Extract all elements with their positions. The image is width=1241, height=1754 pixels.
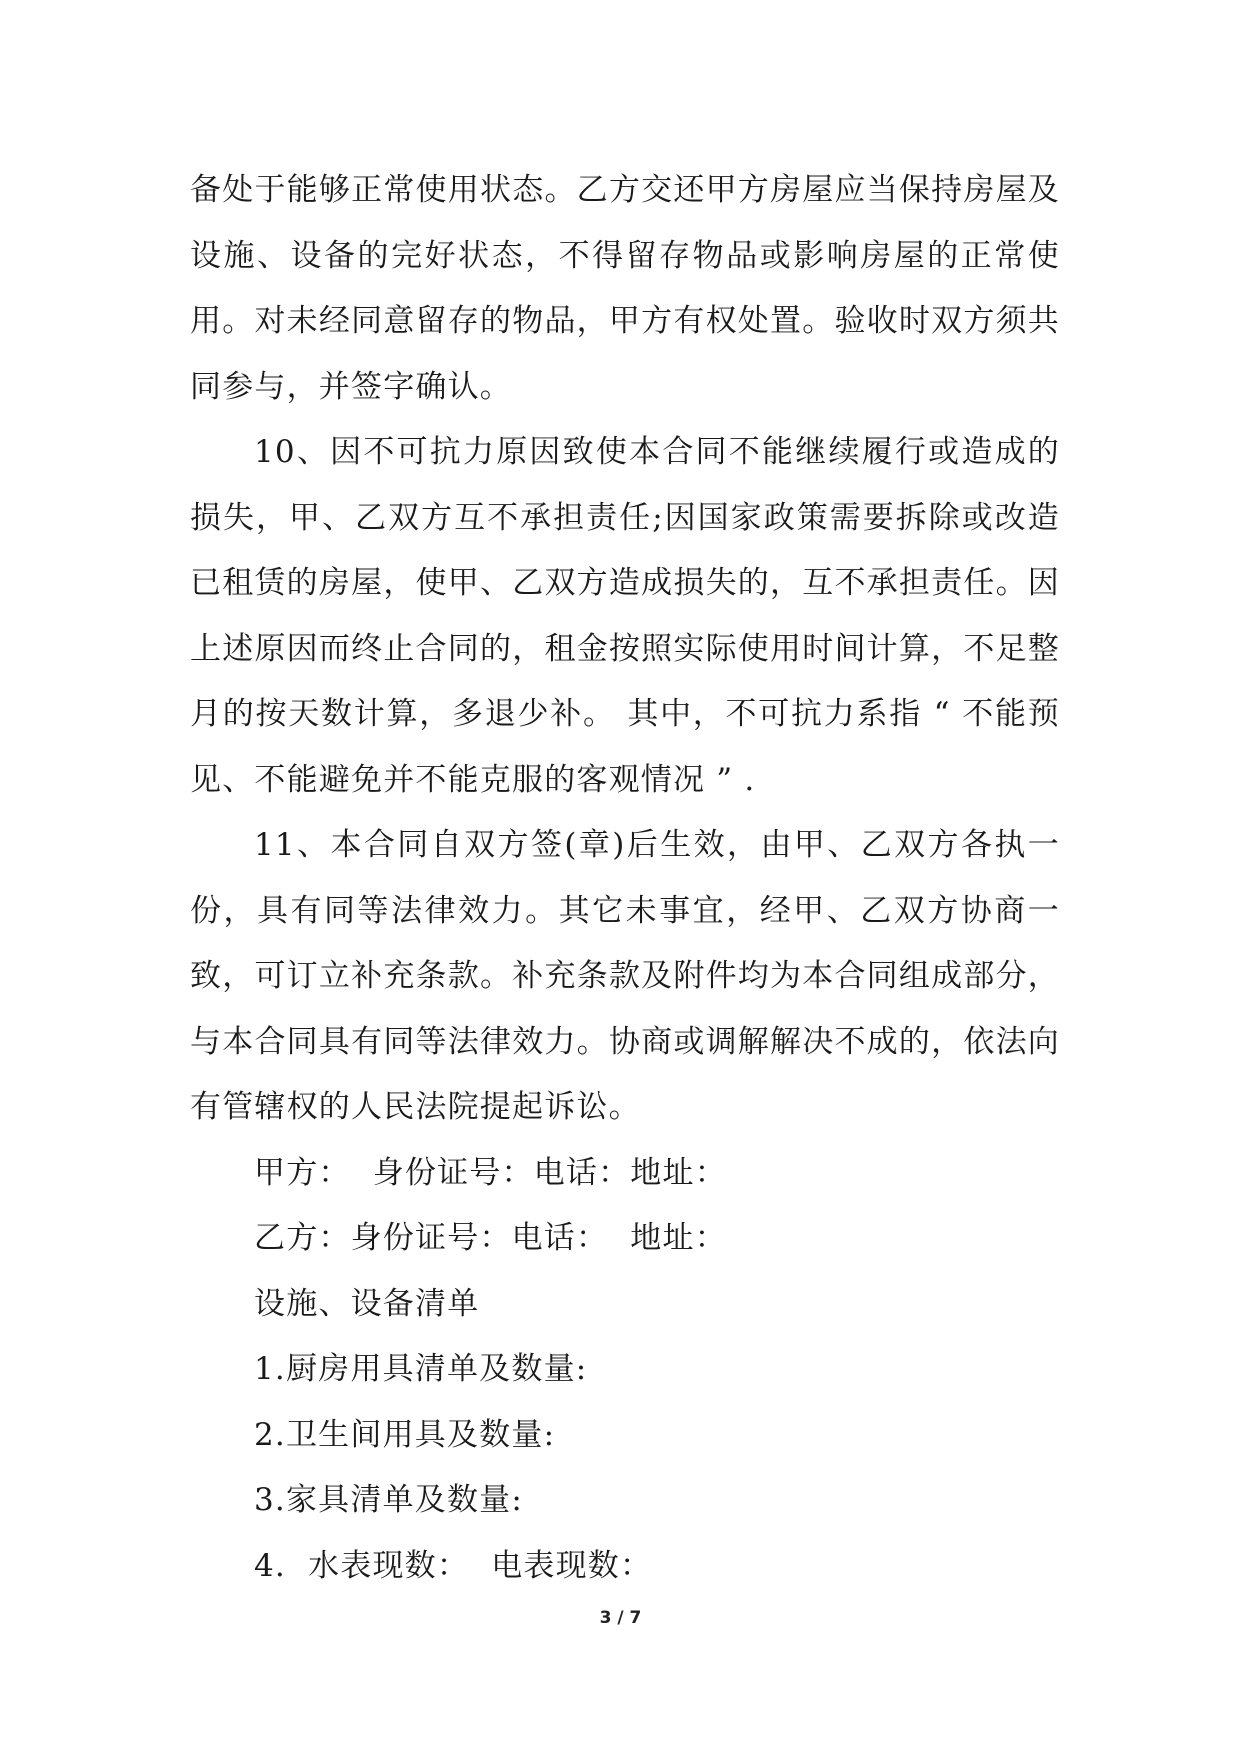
equipment-item-meters: 4. 水表现数： 电表现数： [254,1547,653,1584]
paragraph-continued: 备处于能够正常使用状态。乙方交还甲方房屋应当保持房屋及设施、设备的完好状态，不得留存物品或影响房屋的正常使用。对未经同意留存的物品，甲方有权处置。验收时双方须共同参与，并签字确认。 [190,172,1060,405]
equipment-item-kitchen: 1.厨房用具清单及数量: [254,1351,588,1387]
equipment-item-bathroom: 2.卫生间用具及数量: [254,1416,556,1453]
party-a-signature-line: 甲方： 身份证号：电话：地址： [254,1154,727,1191]
page-number: 3 / 7 [599,1608,642,1628]
party-b-signature-line: 乙方：身份证号：电话： 地址： [254,1220,727,1256]
equipment-list-title: 设施、设备清单 [254,1285,480,1322]
paragraph-clause-10: 10、因不可抗力原因致使本合同不能继续履行或造成的损失，甲、乙双方互不承担责任;因国家政策需要拆除或改造已租赁的房屋，使甲、乙双方造成损失的，互不承担责任。因上述原因而终止合同的，租金按照实际使用时间计算，不足整月的按天数计算，多退少补。 其中，不可抗力系指 “ 不能预见、不能避免并不能克服的客观情况 ” . [190,434,1060,798]
paragraph-clause-11: 11、本合同自双方签(章)后生效，由甲、乙双方各执一份，具有同等法律效力。其它未事宜，经甲、乙双方协商一致，可订立补充条款。补充条款及附件均为本合同组成部分，与本合同具有同等法律效力。协商或调解解决不成的，依法向有管辖权的人民法院提起诉讼。 [190,827,1060,1125]
equipment-item-furniture: 3.家具清单及数量: [254,1482,524,1518]
document-body [190,158,1060,1599]
